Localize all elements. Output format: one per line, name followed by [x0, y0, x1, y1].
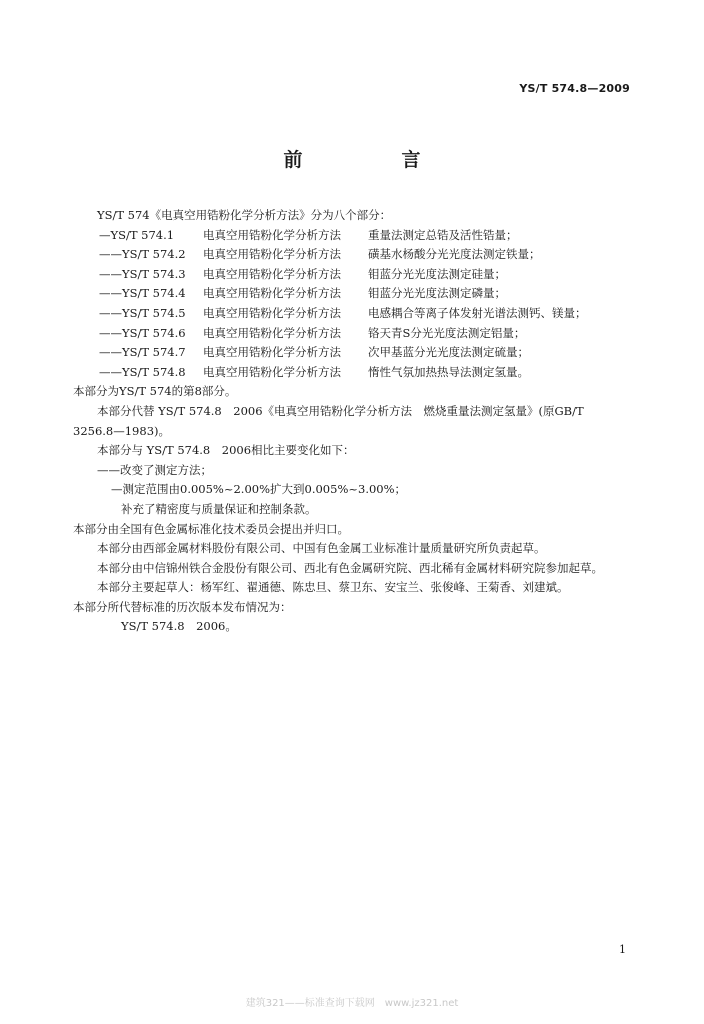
foreword-body — [73, 206, 637, 637]
watermark: 建筑321——标准查询下载网 www.jz321.net — [245, 998, 459, 1009]
list-item — [97, 324, 637, 344]
parts-list — [97, 226, 637, 383]
part-code: ——YS/T 574.7 — [99, 345, 186, 360]
part-code: ——YS/T 574.4 — [99, 286, 186, 301]
history-entry: YS/T 574.8 2006。 — [121, 619, 237, 634]
part-series: 电真空用锆粉化学分析方法 — [203, 305, 341, 320]
part-series: 电真空用锆粉化学分析方法 — [203, 227, 341, 242]
paragraph: 本部分所代替标准的历次版本发布情况为： — [73, 599, 292, 614]
part-method: 磺基水杨酸分光光度法测定铁量； — [368, 247, 541, 262]
part-series: 电真空用锆粉化学分析方法 — [203, 325, 341, 340]
paragraph: 本部分为YS/T 574的第8部分。 — [73, 384, 237, 399]
part-method: 重量法测定总锆及活性锆量； — [368, 227, 518, 242]
list-item — [97, 265, 637, 285]
paragraph: 本部分主要起草人：杨军红、翟通德、陈忠旦、蔡卫东、安宝兰、张俊峰、王菊香、刘建斌。 — [97, 580, 569, 595]
list-item — [97, 284, 637, 304]
change-item: —测定范围由0.005%~2.00%扩大到0.005%~3.00%； — [111, 482, 407, 497]
list-item — [97, 226, 637, 246]
standard-code: YS/T 574.8—2009 — [519, 82, 630, 95]
part-series: 电真空用锆粉化学分析方法 — [203, 286, 341, 301]
paragraph: 本部分与 YS/T 574.8 2006相比主要变化如下： — [97, 443, 355, 458]
intro-paragraph: YS/T 574《电真空用锆粉化学分析方法》分为八个部分： — [97, 208, 392, 222]
part-series: 电真空用锆粉化学分析方法 — [203, 364, 341, 379]
paragraph: 本部分由全国有色金属标准化技术委员会提出并归口。 — [73, 521, 349, 536]
list-item — [97, 304, 637, 324]
part-method: 惰性气氛加热热导法测定氢量。 — [368, 364, 529, 379]
part-code: ——YS/T 574.8 — [99, 364, 186, 379]
part-series: 电真空用锆粉化学分析方法 — [203, 266, 341, 281]
part-code: ——YS/T 574.5 — [99, 305, 186, 320]
paragraph: 本部分由中信锦州铁合金股份有限公司、西北有色金属研究院、西北稀有金属材料研究院参加起草。 — [97, 560, 603, 575]
list-item — [97, 245, 637, 265]
part-code: ——YS/T 574.6 — [99, 325, 186, 340]
paragraph: 本部分代替 YS/T 574.8 2006《电真空用锆粉化学分析方法 燃烧重量法测定氢量》(原GB/T 3256.8—1983)。 — [73, 403, 584, 438]
change-item: ——改变了测定方法； — [97, 462, 212, 477]
part-series: 电真空用锆粉化学分析方法 — [203, 345, 341, 360]
part-series: 电真空用锆粉化学分析方法 — [203, 247, 341, 262]
part-code: —YS/T 574.1 — [99, 227, 175, 242]
page-title: 前 言 — [283, 149, 461, 171]
part-method: 铬天青S分光光度法测定铝量； — [368, 325, 526, 340]
part-code: ——YS/T 574.3 — [99, 266, 186, 281]
paragraph: 本部分由西部金属材料股份有限公司、中国有色金属工业标准计量质量研究所负责起草。 — [97, 541, 546, 556]
part-method: 钼蓝分光光度法测定硅量； — [368, 266, 506, 281]
change-item: 补充了精密度与质量保证和控制条款。 — [121, 501, 317, 516]
list-item — [97, 363, 637, 383]
part-method: 钼蓝分光光度法测定磷量； — [368, 286, 506, 301]
part-method: 次甲基蓝分光光度法测定硫量； — [368, 345, 529, 360]
list-item — [97, 343, 637, 363]
part-code: ——YS/T 574.2 — [99, 247, 186, 262]
page-number: 1 — [619, 943, 626, 956]
part-method: 电感耦合等离子体发射光谱法测钙、镁量； — [368, 305, 587, 320]
